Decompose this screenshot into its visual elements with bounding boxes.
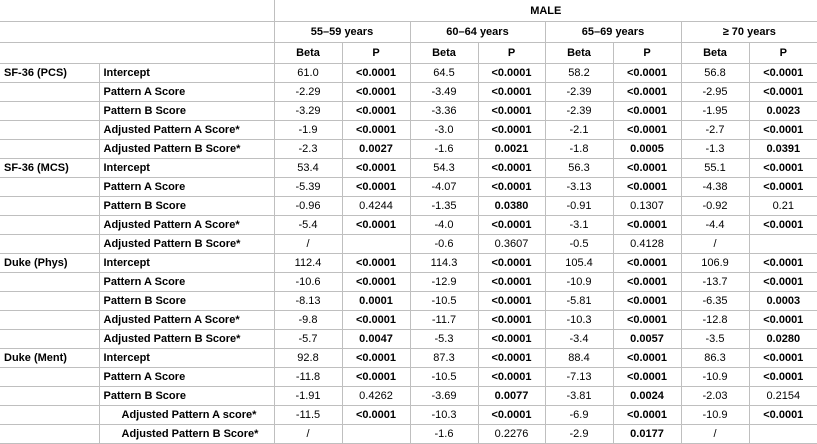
beta-cell: -5.4 — [274, 216, 342, 235]
table-row — [0, 387, 817, 406]
p-value-cell: <0.0001 — [613, 64, 681, 83]
beta-cell: -10.9 — [681, 368, 749, 387]
p-value-cell: <0.0001 — [342, 311, 410, 330]
p-value-cell: 0.0021 — [478, 140, 545, 159]
variable-label: Intercept — [99, 159, 274, 178]
beta-cell: -3.1 — [545, 216, 613, 235]
group-label — [0, 273, 99, 292]
beta-cell: -3.0 — [410, 121, 478, 140]
p-col-header: P — [342, 43, 410, 64]
p-value-cell: <0.0001 — [478, 83, 545, 102]
p-value-cell: <0.0001 — [342, 102, 410, 121]
sex-header: MALE — [274, 0, 817, 22]
beta-cell: 87.3 — [410, 349, 478, 368]
p-value-cell: <0.0001 — [478, 330, 545, 349]
p-value-cell — [749, 425, 817, 444]
variable-label: Pattern B Score — [99, 292, 274, 311]
beta-cell: -10.9 — [545, 273, 613, 292]
beta-cell: -13.7 — [681, 273, 749, 292]
beta-cell: -3.49 — [410, 83, 478, 102]
beta-cell: -3.5 — [681, 330, 749, 349]
p-value-cell: <0.0001 — [478, 292, 545, 311]
p-value-cell: 0.0047 — [342, 330, 410, 349]
beta-cell: -0.92 — [681, 197, 749, 216]
beta-cell: -2.29 — [274, 83, 342, 102]
table-row — [0, 178, 817, 197]
variable-label: Pattern A Score — [99, 368, 274, 387]
p-value-cell: <0.0001 — [613, 216, 681, 235]
beta-cell: -12.9 — [410, 273, 478, 292]
p-value-cell — [342, 425, 410, 444]
variable-label: Intercept — [99, 349, 274, 368]
group-label — [0, 121, 99, 140]
beta-cell: -3.4 — [545, 330, 613, 349]
p-value-cell: <0.0001 — [613, 406, 681, 425]
table-row — [0, 64, 817, 83]
p-col-header: P — [613, 43, 681, 64]
p-value-cell: <0.0001 — [613, 311, 681, 330]
beta-cell: 53.4 — [274, 159, 342, 178]
beta-cell: -2.7 — [681, 121, 749, 140]
group-label — [0, 368, 99, 387]
p-value-cell: 0.3607 — [478, 235, 545, 254]
group-label — [0, 292, 99, 311]
table-row — [0, 311, 817, 330]
beta-cell: -6.9 — [545, 406, 613, 425]
p-value-cell: <0.0001 — [478, 178, 545, 197]
p-value-cell: 0.0003 — [749, 292, 817, 311]
beta-cell: / — [681, 235, 749, 254]
p-col-header: P — [478, 43, 545, 64]
p-value-cell: <0.0001 — [342, 216, 410, 235]
table-row — [0, 197, 817, 216]
table-row — [0, 121, 817, 140]
table-row — [0, 159, 817, 178]
beta-col-header: Beta — [545, 43, 613, 64]
age-group-header: 55–59 years — [274, 22, 410, 43]
table-row — [0, 216, 817, 235]
p-value-cell: <0.0001 — [749, 406, 817, 425]
beta-cell: -2.39 — [545, 102, 613, 121]
beta-cell: -11.5 — [274, 406, 342, 425]
beta-cell: -6.35 — [681, 292, 749, 311]
table-row — [0, 102, 817, 121]
beta-cell: 56.3 — [545, 159, 613, 178]
beta-cell: -2.39 — [545, 83, 613, 102]
beta-cell: -10.6 — [274, 273, 342, 292]
beta-cell: 61.0 — [274, 64, 342, 83]
beta-cell: 55.1 — [681, 159, 749, 178]
beta-cell: -1.3 — [681, 140, 749, 159]
beta-cell: -1.6 — [410, 425, 478, 444]
p-value-cell: <0.0001 — [478, 254, 545, 273]
beta-cell: -1.95 — [681, 102, 749, 121]
variable-label: Pattern A Score — [99, 178, 274, 197]
header-empty — [99, 0, 274, 22]
p-value-cell — [342, 235, 410, 254]
beta-cell: -1.35 — [410, 197, 478, 216]
p-value-cell: <0.0001 — [613, 368, 681, 387]
beta-cell: -5.39 — [274, 178, 342, 197]
p-value-cell: <0.0001 — [613, 292, 681, 311]
beta-cell: 58.2 — [545, 64, 613, 83]
beta-cell: -4.07 — [410, 178, 478, 197]
p-value-cell: <0.0001 — [613, 273, 681, 292]
p-value-cell: <0.0001 — [478, 368, 545, 387]
beta-cell: 112.4 — [274, 254, 342, 273]
beta-cell: -5.7 — [274, 330, 342, 349]
beta-col-header: Beta — [410, 43, 478, 64]
variable-label: Intercept — [99, 64, 274, 83]
p-value-cell: <0.0001 — [342, 178, 410, 197]
p-value-cell: <0.0001 — [478, 121, 545, 140]
group-label: SF-36 (PCS) — [0, 64, 99, 83]
p-value-cell: 0.0027 — [342, 140, 410, 159]
p-value-cell: 0.2154 — [749, 387, 817, 406]
beta-cell: 88.4 — [545, 349, 613, 368]
p-value-cell: 0.0280 — [749, 330, 817, 349]
p-value-cell: <0.0001 — [749, 83, 817, 102]
group-label — [0, 140, 99, 159]
header-empty — [99, 43, 274, 64]
variable-label: Adjusted Pattern A Score* — [99, 121, 274, 140]
beta-cell: / — [274, 425, 342, 444]
variable-label: Adjusted Pattern B Score* — [99, 235, 274, 254]
p-col-header: P — [749, 43, 817, 64]
beta-cell: -8.13 — [274, 292, 342, 311]
group-label — [0, 83, 99, 102]
p-value-cell: <0.0001 — [342, 406, 410, 425]
p-value-cell: <0.0001 — [342, 349, 410, 368]
beta-cell: -10.5 — [410, 292, 478, 311]
p-value-cell: <0.0001 — [478, 311, 545, 330]
p-value-cell: 0.0380 — [478, 197, 545, 216]
p-value-cell: 0.4244 — [342, 197, 410, 216]
beta-col-header: Beta — [681, 43, 749, 64]
p-value-cell: <0.0001 — [342, 273, 410, 292]
table-body — [0, 64, 817, 444]
p-value-cell: <0.0001 — [478, 102, 545, 121]
header-empty — [0, 43, 99, 64]
beta-cell: -5.81 — [545, 292, 613, 311]
p-value-cell: <0.0001 — [342, 254, 410, 273]
beta-cell: -7.13 — [545, 368, 613, 387]
p-value-cell: <0.0001 — [749, 273, 817, 292]
group-label — [0, 311, 99, 330]
header-row-sex — [0, 0, 817, 22]
p-value-cell: <0.0001 — [749, 368, 817, 387]
p-value-cell: <0.0001 — [478, 406, 545, 425]
header-empty — [0, 0, 99, 22]
beta-cell: -2.03 — [681, 387, 749, 406]
p-value-cell: 0.0024 — [613, 387, 681, 406]
variable-label: Adjusted Pattern A Score* — [99, 216, 274, 235]
table-row — [0, 425, 817, 444]
beta-cell: -2.95 — [681, 83, 749, 102]
table-row — [0, 368, 817, 387]
header-empty — [0, 22, 99, 43]
beta-cell: -10.5 — [410, 368, 478, 387]
p-value-cell: <0.0001 — [613, 178, 681, 197]
beta-cell: -0.91 — [545, 197, 613, 216]
beta-cell: 64.5 — [410, 64, 478, 83]
p-value-cell: 0.0391 — [749, 140, 817, 159]
beta-cell: -9.8 — [274, 311, 342, 330]
group-label — [0, 197, 99, 216]
beta-cell: -1.91 — [274, 387, 342, 406]
beta-cell: -11.8 — [274, 368, 342, 387]
group-label — [0, 102, 99, 121]
beta-cell: -10.3 — [545, 311, 613, 330]
variable-label: Pattern B Score — [99, 102, 274, 121]
group-label — [0, 387, 99, 406]
group-label — [0, 235, 99, 254]
age-group-header: ≥ 70 years — [681, 22, 817, 43]
beta-cell: -0.96 — [274, 197, 342, 216]
variable-label: Adjusted Pattern A Score* — [99, 311, 274, 330]
beta-cell: -12.8 — [681, 311, 749, 330]
beta-cell: / — [274, 235, 342, 254]
beta-cell: -3.13 — [545, 178, 613, 197]
p-value-cell: <0.0001 — [613, 121, 681, 140]
p-value-cell: 0.0005 — [613, 140, 681, 159]
beta-cell: -3.36 — [410, 102, 478, 121]
variable-label: Pattern B Score — [99, 387, 274, 406]
p-value-cell: <0.0001 — [478, 273, 545, 292]
group-label — [0, 330, 99, 349]
table-row — [0, 292, 817, 311]
p-value-cell: <0.0001 — [749, 178, 817, 197]
variable-label: Adjusted Pattern B Score* — [99, 140, 274, 159]
beta-cell: -2.9 — [545, 425, 613, 444]
p-value-cell: <0.0001 — [749, 216, 817, 235]
beta-cell: -11.7 — [410, 311, 478, 330]
group-label — [0, 425, 99, 444]
beta-col-header: Beta — [274, 43, 342, 64]
p-value-cell: <0.0001 — [478, 64, 545, 83]
group-label — [0, 406, 99, 425]
group-label — [0, 216, 99, 235]
p-value-cell: <0.0001 — [749, 64, 817, 83]
p-value-cell: 0.21 — [749, 197, 817, 216]
p-value-cell: <0.0001 — [749, 121, 817, 140]
p-value-cell — [749, 235, 817, 254]
beta-cell: -3.81 — [545, 387, 613, 406]
beta-cell: -10.3 — [410, 406, 478, 425]
p-value-cell: <0.0001 — [342, 159, 410, 178]
p-value-cell: 0.0177 — [613, 425, 681, 444]
group-label: Duke (Ment) — [0, 349, 99, 368]
variable-label: Adjusted Pattern A score* — [99, 406, 274, 425]
beta-cell: 114.3 — [410, 254, 478, 273]
p-value-cell: <0.0001 — [478, 349, 545, 368]
beta-cell: 92.8 — [274, 349, 342, 368]
header-empty — [99, 22, 274, 43]
beta-cell: -4.38 — [681, 178, 749, 197]
variable-label: Intercept — [99, 254, 274, 273]
beta-cell: -0.6 — [410, 235, 478, 254]
age-group-header: 65–69 years — [545, 22, 681, 43]
beta-cell: 86.3 — [681, 349, 749, 368]
table-row — [0, 235, 817, 254]
beta-cell: -1.8 — [545, 140, 613, 159]
p-value-cell: <0.0001 — [749, 254, 817, 273]
beta-cell: -3.69 — [410, 387, 478, 406]
p-value-cell: <0.0001 — [613, 349, 681, 368]
group-label — [0, 178, 99, 197]
p-value-cell: 0.1307 — [613, 197, 681, 216]
p-value-cell: 0.0001 — [342, 292, 410, 311]
beta-cell: / — [681, 425, 749, 444]
variable-label: Adjusted Pattern B Score* — [99, 425, 274, 444]
beta-cell: -1.6 — [410, 140, 478, 159]
p-value-cell: <0.0001 — [749, 159, 817, 178]
p-value-cell: 0.2276 — [478, 425, 545, 444]
p-value-cell: <0.0001 — [342, 368, 410, 387]
age-group-header: 60–64 years — [410, 22, 545, 43]
p-value-cell: 0.0023 — [749, 102, 817, 121]
beta-cell: 56.8 — [681, 64, 749, 83]
group-label: Duke (Phys) — [0, 254, 99, 273]
p-value-cell: <0.0001 — [749, 311, 817, 330]
beta-cell: -4.0 — [410, 216, 478, 235]
p-value-cell: <0.0001 — [478, 159, 545, 178]
p-value-cell: <0.0001 — [342, 121, 410, 140]
beta-cell: 54.3 — [410, 159, 478, 178]
beta-cell: -3.29 — [274, 102, 342, 121]
p-value-cell: 0.4128 — [613, 235, 681, 254]
beta-cell: -4.4 — [681, 216, 749, 235]
variable-label: Pattern B Score — [99, 197, 274, 216]
p-value-cell: <0.0001 — [613, 159, 681, 178]
table-row — [0, 273, 817, 292]
table-row — [0, 349, 817, 368]
p-value-cell: 0.0057 — [613, 330, 681, 349]
beta-cell: -2.1 — [545, 121, 613, 140]
p-value-cell: 0.4262 — [342, 387, 410, 406]
beta-cell: -0.5 — [545, 235, 613, 254]
variable-label: Pattern A Score — [99, 83, 274, 102]
p-value-cell: <0.0001 — [342, 83, 410, 102]
p-value-cell: <0.0001 — [613, 254, 681, 273]
beta-cell: 106.9 — [681, 254, 749, 273]
table-row — [0, 254, 817, 273]
p-value-cell: <0.0001 — [478, 216, 545, 235]
beta-cell: 105.4 — [545, 254, 613, 273]
table-row — [0, 140, 817, 159]
p-value-cell: <0.0001 — [613, 102, 681, 121]
p-value-cell: <0.0001 — [342, 64, 410, 83]
header-row-cols — [0, 43, 817, 64]
beta-cell: -2.3 — [274, 140, 342, 159]
p-value-cell: <0.0001 — [749, 349, 817, 368]
variable-label: Pattern A Score — [99, 273, 274, 292]
p-value-cell: 0.0077 — [478, 387, 545, 406]
variable-label: Adjusted Pattern B Score* — [99, 330, 274, 349]
group-label: SF-36 (MCS) — [0, 159, 99, 178]
p-value-cell: <0.0001 — [613, 83, 681, 102]
table-row — [0, 330, 817, 349]
beta-cell: -1.9 — [274, 121, 342, 140]
header-row-age — [0, 22, 817, 43]
beta-cell: -10.9 — [681, 406, 749, 425]
beta-cell: -5.3 — [410, 330, 478, 349]
table-row — [0, 83, 817, 102]
table-row — [0, 406, 817, 425]
